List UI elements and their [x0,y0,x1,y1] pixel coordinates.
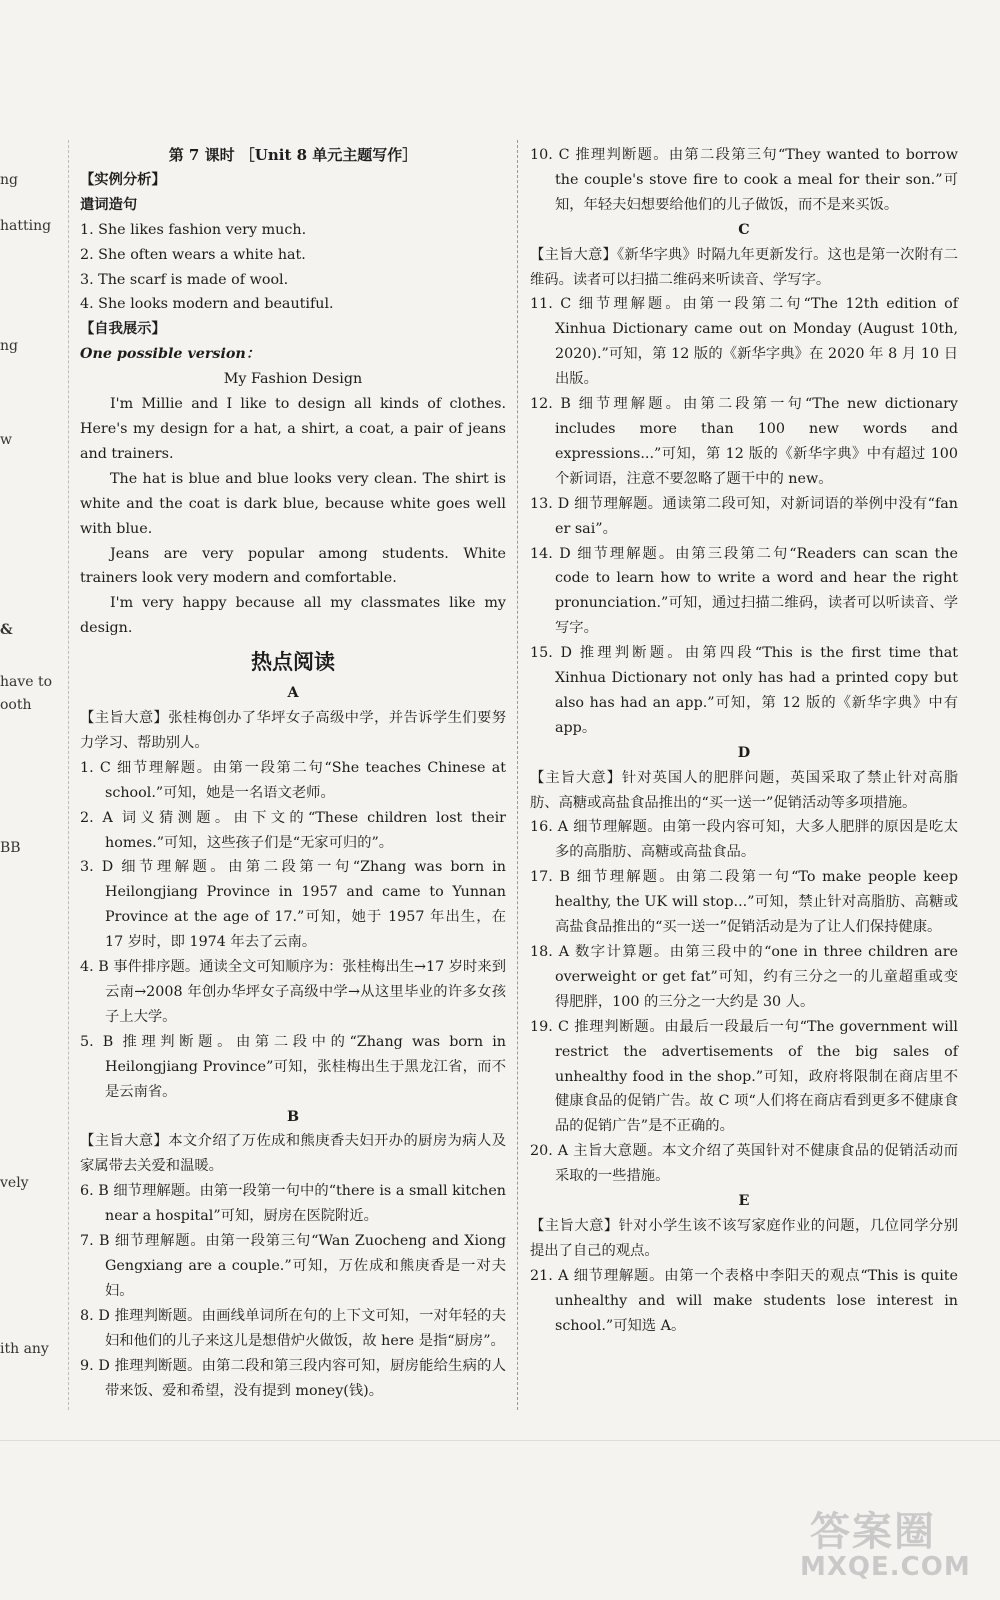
sentence-item: 2. She often wears a white hat. [80,246,306,263]
section-letter-c: C [738,221,750,238]
gutter-text: BB [0,840,21,856]
gutter-text: ith any [0,1341,49,1357]
main-idea-c: 【主旨大意】《新华字典》时隔九年更新发行。这也是第一次附有二维码。读者可以扫描二维码来听读音、学写字。 [530,246,958,288]
answer-item: 12. B 细节理解题。由第二段第一句“The new dictionary includes more than 100 new words and expressions...”可知，第 12 版的《新华字典》中有超过 100 个新词语，注意不要忽略了题干中的 new。 [530,396,958,487]
section-letter-a: A [287,685,299,702]
answer-item: 2. A 词义猜测题。由下文的“These children lost their homes.”可知，这些孩子们是“无家可归的”。 [80,809,506,851]
left-divider [68,140,69,1410]
answer-item: 3. D 细节理解题。由第二段第一句“Zhang was born in Heilongjiang Province in 1957 and came to Yunnan Province at the age of 17.”可知，她于 1957 年出生，在 17 岁时，即 1974 年去了云南。 [80,859,506,951]
gutter-text: & [0,622,13,638]
section-letter-e: E [738,1193,750,1210]
self-show-heading: 【自我展示】 [80,321,166,338]
answer-item: 9. D 推理判断题。由第二段和第三段内容可知，厨房能给生病的人带来饭、爱和希望，没有提到 money(钱)。 [80,1357,506,1399]
main-idea-a: 【主旨大意】张桂梅创办了华坪女子高级中学，并告诉学生们要努力学习、帮助别人。 [80,710,506,751]
answer-item: 7. B 细节理解题。由第一段第三句“Wan Zuocheng and Xiong Gengxiang are a couple.”可知，万佐成和熊庚香是一对夫妇。 [80,1233,506,1299]
answer-item: 20. A 主旨大意题。本文介绍了英国针对不健康食品的促销活动而采取的一些措施。 [530,1143,958,1185]
answer-item: 8. D 推理判断题。由画线单词所在句的上下文可知，一对年轻的夫妇和他们的儿子来这儿是想借炉火做饭，故 here 是指“厨房”。 [80,1307,506,1349]
essay-paragraph: The hat is blue and blue looks very clean. The shirt is white and the coat is dark blue, because white goes well with blue. [80,470,506,537]
site-watermark [800,1500,990,1595]
main-idea-b: 【主旨大意】本文介绍了万佐成和熊庚香夫妇开办的厨房为病人及家属带去关爱和温暖。 [80,1133,506,1175]
hot-reading-title: 热点阅读 [251,649,335,675]
lesson-title: 第 7 课时 ［Unit 8 单元主题写作］ [168,146,418,164]
gutter-text: w [0,432,12,448]
answer-item: 19. C 推理判断题。由最后一段最后一句“The government will restrict the advertisements of the big sales of unhealthy food in the shop.”可知，政府将限制在商店里不健康食品的促销广告。故 C 项“人们将在商店看到更多不健康食品的促销广告”是不正确的。 [530,1018,958,1135]
answer-item: 1. C 细节理解题。由第一段第二句“She teaches Chinese at school.”可知，她是一名语文老师。 [80,759,506,801]
sentence-item: 3. The scarf is made of wool. [80,271,289,288]
answer-item: 17. B 细节理解题。由第二段第一句“To make people keep healthy, the UK will stop...”可知，禁止针对高脂肪、高糖或高盐食品推出的“买一送一”促销活动是为了让人们保持健康。 [530,869,958,936]
answer-item: 10. C 推理判断题。由第二段第三句“They wanted to borrow the couple's stove fire to cook a meal for their son.”可知，年轻夫妇想要给他们的儿子做饭，而不是来买饭。 [530,147,958,213]
gutter-text: vely [0,1175,29,1191]
main-idea-e: 【主旨大意】针对小学生该不该写家庭作业的问题，几位同学分别提出了自己的观点。 [530,1217,958,1259]
gutter-text: ng [0,172,18,188]
watermark-url: MXQE.COM [800,1552,971,1582]
main-idea-d: 【主旨大意】针对英国人的肥胖问题，英国采取了禁止针对高脂肪、高糖或高盐食品推出的“买一送一”促销活动等多项措施。 [530,769,958,811]
answer-item: 13. D 细节理解题。通读第二段可知，对新词语的举例中没有“fan er sai”。 [530,495,958,537]
answer-item: 6. B 细节理解题。由第一段第一句中的“there is a small kitchen near a hospital”可知，厨房在医院附近。 [80,1183,506,1225]
sentence-item: 4. She looks modern and beautiful. [80,296,334,313]
section-letter-d: D [737,744,751,761]
word-sentence-heading: 遣词造句 [80,196,138,213]
essay-title: My Fashion Design [223,371,363,388]
section-letter-b: B [286,1108,300,1125]
essay-paragraph: I'm very happy because all my classmates like my design. [80,595,506,637]
watermark-logo-text: 答案圈 [810,1509,936,1555]
gutter-text: have to [0,674,53,690]
gutter-text: hatting [0,218,52,234]
answer-item: 15. D 推理判断题。由第四段“This is the first time that Xinhua Dictionary not only has had a printed copy but also has had an app.”可知，第 12 版的《新华字典》中有 app。 [530,645,958,736]
example-heading: 【实例分析】 [80,171,166,188]
gutter-text: ooth [0,697,32,713]
answer-item: 11. C 细节理解题。由第一段第二句“The 12th edition of Xinhua Dictionary came out on Monday (August 10th, 2020).”可知，第 12 版的《新华字典》在 2020 年 8 月 10 日出版。 [530,296,958,388]
essay-paragraph: I'm Millie and I like to design all kinds of clothes. Here's my design for a hat, a shirt, a coat, a pair of jeans and trainers. [80,396,506,462]
version-label: One possible version： [80,346,261,363]
answer-item: 14. D 细节理解题。由第三段第二句“Readers can scan the code to learn how to write a word and hear the right pronunciation.”可知，通过扫描二维码，读者可以听读音、学写字。 [530,545,958,637]
answer-item: 5. B 推理判断题。由第二段中的“Zhang was born in Heilongjiang Province”可知，张桂梅出生于黑龙江省，而不是云南省。 [80,1033,506,1100]
column-divider [517,140,518,1410]
answer-item: 21. A 细节理解题。由第一个表格中李阳天的观点“This is quite unhealthy and will make students lose interest in school.”可知选 A。 [530,1267,958,1334]
left-gutter-fragments [0,0,70,1600]
sentence-item: 1. She likes fashion very much. [80,221,307,238]
essay-paragraph: Jeans are very popular among students. White trainers look very modern and comfortable. [80,545,506,587]
answer-item: 18. A 数字计算题。由第三段中的“one in three children are overweight or get fat”可知，约有三分之一的儿童超重或变得肥胖，100 的三分之一大约是 30 人。 [530,944,958,1010]
answer-item: 4. B 事件排序题。通读全文可知顺序为：张桂梅出生→17 岁时来到云南→2008 年创办华坪女子高级中学→从这里毕业的许多女孩子上大学。 [80,959,506,1025]
gutter-text: ng [0,338,18,354]
answer-item: 16. A 细节理解题。由第一段内容可知，大多人肥胖的原因是吃太多的高脂肪、高糖或高盐食品。 [530,819,958,861]
right-column [530,143,958,1339]
left-column [80,143,506,1403]
bottom-rule [0,1440,1000,1441]
